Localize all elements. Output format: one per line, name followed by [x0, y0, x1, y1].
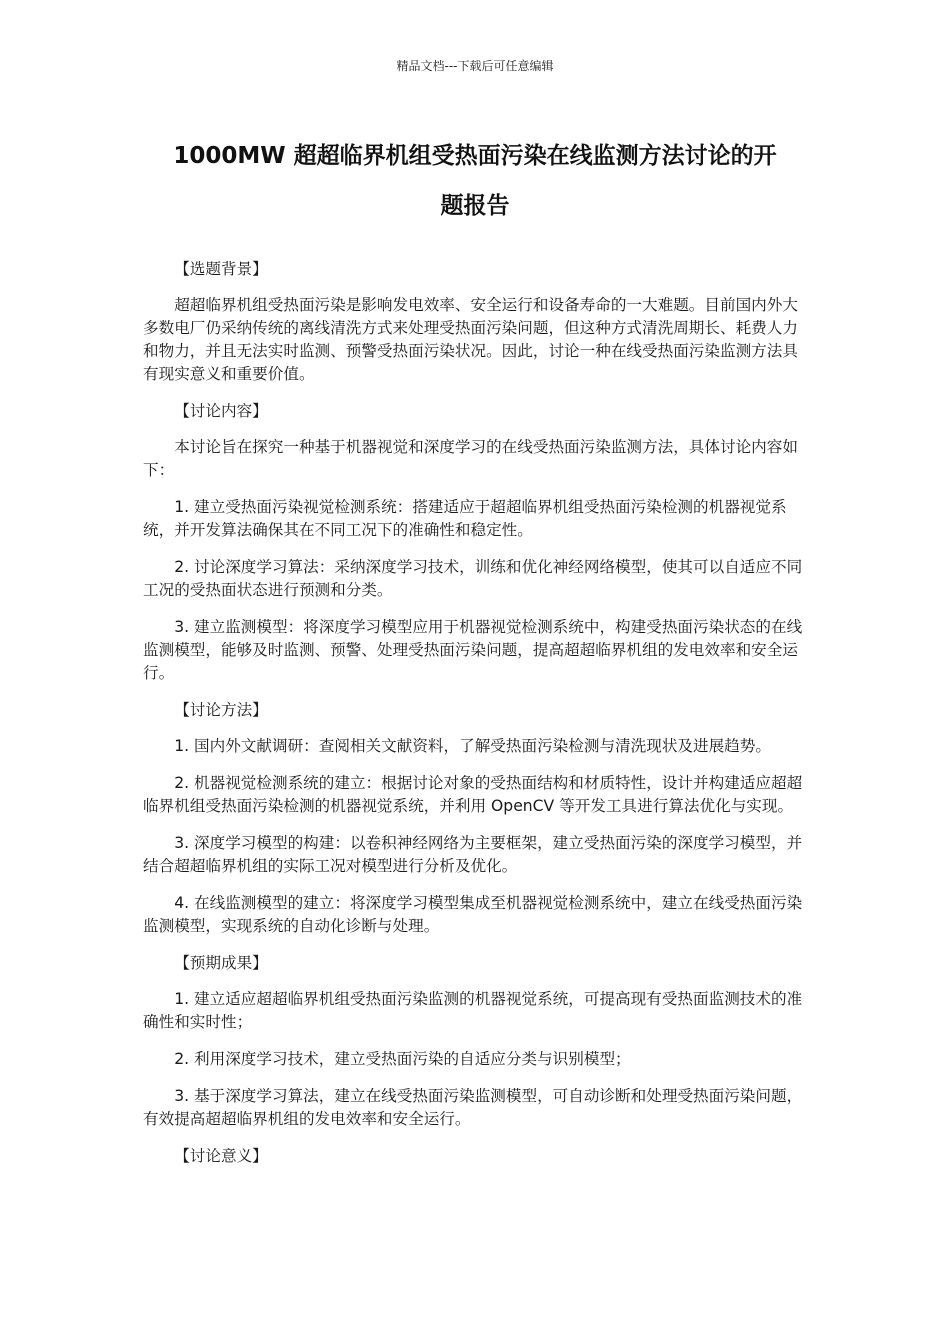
list-item: 2. 机器视觉检测系统的建立：根据讨论对象的受热面结构和材质特性，设计并构建适应超超临界机组受热面污染检测的机器视觉系统，并利用 OpenCV 等开发工具进行算法优化与实现。 — [143, 774, 803, 815]
title-line-1: 1000MW 超超临界机组受热面污染在线监测方法讨论的开 — [173, 143, 777, 169]
section-heading-method: 【讨论方法】 — [174, 701, 268, 719]
list-item: 1. 国内外文献调研：查阅相关文献资料，了解受热面污染检测与清洗现状及进展趋势。 — [174, 737, 771, 755]
document-title — [140, 131, 810, 231]
document-body — [143, 258, 805, 1181]
list-item: 3. 建立监测模型：将深度学习模型应用于机器视觉检测系统中，构建受热面污染状态的在线监测模型，能够及时监测、预警、处理受热面污染问题，提高超超临界机组的发电效率和安全运行。 — [143, 618, 803, 682]
paragraph: 超超临界机组受热面污染是影响发电效率、安全运行和设备寿命的一大难题。目前国内外大多数电厂仍采纳传统的离线清洗方式来处理受热面污染问题，但这种方式清洗周期长、耗费人力和物力，并且无法实时监测、预警受热面污染状况。因此，讨论一种在线受热面污染监测方法具有现实意义和重要价值。 — [143, 296, 798, 383]
paragraph: 本讨论旨在探究一种基于机器视觉和深度学习的在线受热面污染监测方法，具体讨论内容如下： — [143, 438, 798, 479]
title-line-2: 题报告 — [440, 193, 510, 219]
list-item: 1. 建立适应超超临界机组受热面污染监测的机器视觉系统，可提高现有受热面监测技术的准确性和实时性； — [143, 990, 803, 1031]
section-heading-significance: 【讨论意义】 — [174, 1147, 268, 1165]
list-item: 1. 建立受热面污染视觉检测系统：搭建适应于超超临界机组受热面污染检测的机器视觉系统，并开发算法确保其在不同工况下的准确性和稳定性。 — [143, 498, 787, 539]
list-item: 2. 利用深度学习技术，建立受热面污染的自适应分类与识别模型； — [174, 1050, 631, 1068]
page-header: 精品文档---下载后可任意编辑 — [396, 59, 554, 73]
list-item: 4. 在线监测模型的建立：将深度学习模型集成至机器视觉检测系统中，建立在线受热面污染监测模型，实现系统的自动化诊断与处理。 — [143, 894, 803, 935]
list-item: 3. 深度学习模型的构建：以卷积神经网络为主要框架，建立受热面污染的深度学习模型，并结合超超临界机组的实际工况对模型进行分析及优化。 — [143, 834, 803, 875]
section-heading-outcomes: 【预期成果】 — [174, 954, 268, 972]
list-item: 3. 基于深度学习算法，建立在线受热面污染监测模型，可自动诊断和处理受热面污染问题，有效提高超超临界机组的发电效率和安全运行。 — [143, 1087, 803, 1128]
list-item: 2. 讨论深度学习算法：采纳深度学习技术，训练和优化神经网络模型，使其可以自适应不同工况的受热面状态进行预测和分类。 — [143, 558, 803, 599]
section-heading-content: 【讨论内容】 — [174, 402, 268, 420]
section-heading-background: 【选题背景】 — [174, 260, 268, 278]
